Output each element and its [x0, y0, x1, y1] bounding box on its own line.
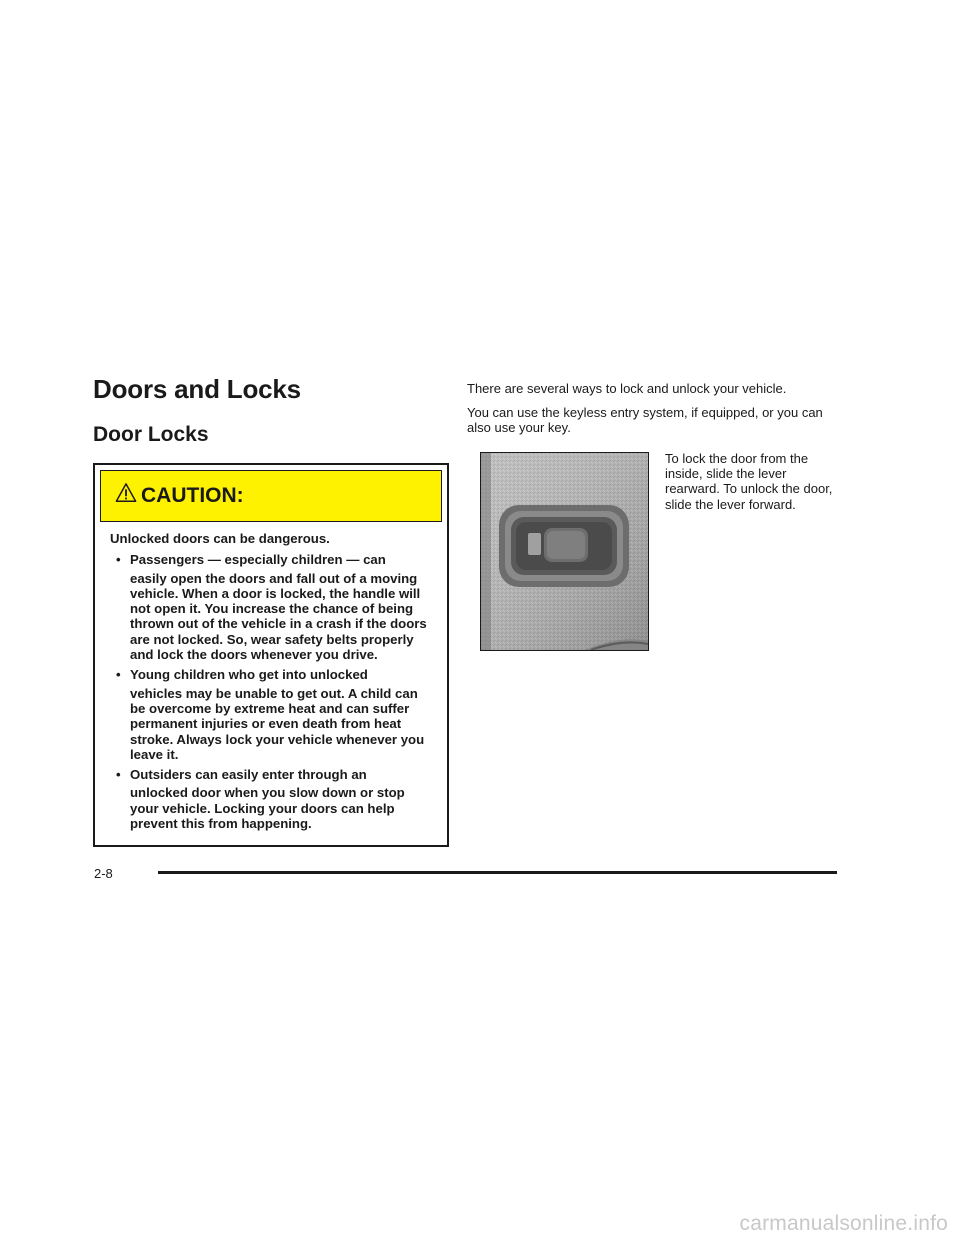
subsection-title: Door Locks	[93, 423, 209, 446]
caution-intro: Unlocked doors can be dangerous.	[110, 531, 330, 546]
door-lock-lever-photo	[480, 452, 649, 651]
bullet-dot: •	[116, 767, 121, 783]
watermark: carmanualsonline.info	[739, 1212, 948, 1235]
section-title: Doors and Locks	[93, 374, 301, 404]
caution-bullet-item	[110, 552, 433, 662]
caution-header	[100, 470, 442, 522]
caution-body	[95, 527, 447, 831]
bullet-dot: •	[116, 667, 121, 683]
footer-rule	[158, 871, 837, 874]
warning-triangle-icon	[115, 482, 137, 504]
caution-box	[93, 463, 449, 847]
body-paragraph: You can use the keyless entry system, if equipped, or you can also use your key.	[467, 405, 823, 435]
caution-bullet-item	[110, 767, 433, 831]
bullet-rest-text: easily open the doors and fall out of a moving vehicle. When a door is locked, the handle will not open it. You increase the chance of being thrown out of the vehicle in a crash if the doors are not locked. So, wear safety belts properly and lock the doors whenever you drive.	[130, 570, 427, 663]
bullet-rest-text: unlocked door when you slow down or stop your vehicle. Locking your doors can help prevent this from happening.	[130, 785, 405, 832]
body-paragraph: There are several ways to lock and unlock your vehicle.	[467, 381, 787, 396]
photo-caption: To lock the door from the inside, slide the lever rearward. To unlock the door, slide the lever forward.	[665, 451, 833, 512]
bullet-rest-text: vehicles may be unable to get out. A child can be overcome by extreme heat and can suffer permanent injuries or even death from heat stroke. Always lock your vehicle whenever you leave it.	[130, 685, 425, 762]
caution-bullet-item	[110, 667, 433, 762]
caution-label: CAUTION:	[141, 484, 244, 507]
page-number: 2-8	[94, 866, 113, 881]
caution-bullet-list	[110, 552, 433, 831]
bullet-lead-line: Outsiders can easily enter through an	[130, 767, 367, 783]
body-text-column	[467, 381, 847, 444]
bullet-lead-line: Passengers — especially children — can	[130, 552, 386, 568]
bullet-lead-line: Young children who get into unlocked	[130, 667, 368, 683]
bullet-dot: •	[116, 552, 121, 568]
